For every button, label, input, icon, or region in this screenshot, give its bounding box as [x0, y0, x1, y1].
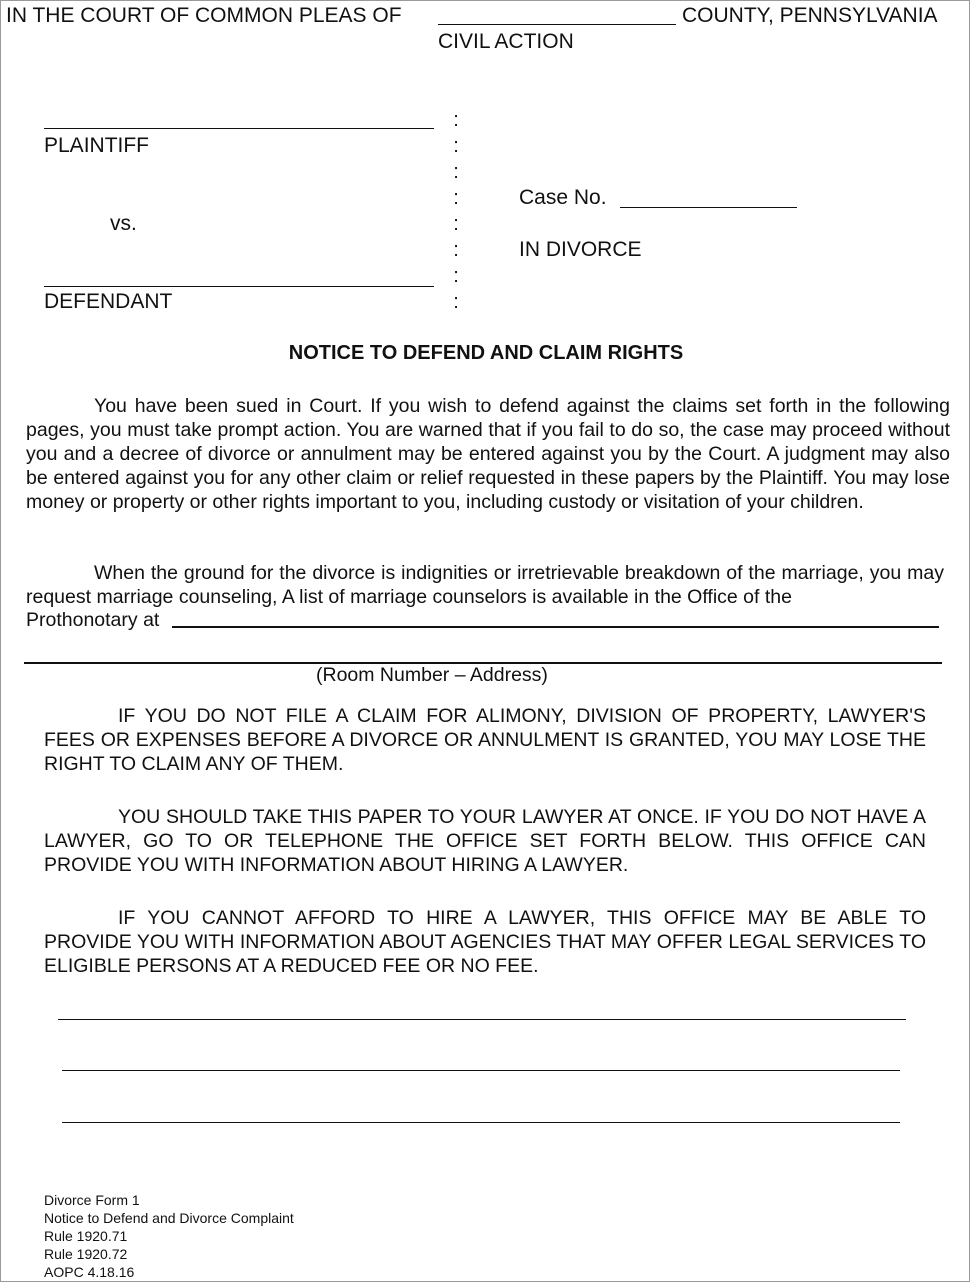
caption-colon: :: [453, 213, 459, 235]
in-divorce-label: IN DIVORCE: [519, 238, 642, 261]
county-blank-line[interactable]: [438, 24, 676, 25]
office-info-line[interactable]: [62, 1122, 900, 1123]
civil-action-heading: CIVIL ACTION: [438, 30, 574, 53]
footer-form-description: Notice to Defend and Divorce Complaint: [44, 1210, 294, 1226]
footer-rule-2: Rule 1920.72: [44, 1246, 128, 1262]
notice-paragraph-3-text: IF YOU DO NOT FILE A CLAIM FOR ALIMONY, DIVISION OF PROPERTY, LAWYER'S FEES OR EXPENSES BEFORE A DIVORCE OR ANNULMENT IS GRANTED, YOU MAY LOSE THE RIGHT TO CLAIM ANY OF THEM.: [44, 705, 926, 775]
footer-rule-1: Rule 1920.71: [44, 1228, 128, 1244]
caption-colon: :: [453, 135, 459, 157]
defendant-name-line[interactable]: [44, 286, 434, 287]
vs-label: vs.: [110, 212, 137, 235]
footer-form-name: Divorce Form 1: [44, 1192, 140, 1208]
caption-colon: :: [453, 291, 459, 313]
footer-aopc: AOPC 4.18.16: [44, 1264, 135, 1280]
caption-colon: :: [453, 265, 459, 287]
notice-paragraph-3: [44, 704, 926, 776]
court-heading-suffix: COUNTY, PENNSYLVANIA: [682, 4, 938, 27]
caption-colon: :: [453, 161, 459, 183]
caption-colon: :: [453, 239, 459, 261]
case-number-line[interactable]: [620, 207, 797, 208]
notice-paragraph-1-text: You have been sued in Court. If you wish to defend against the claims set forth in the following pages, you must take prompt action. You are warned that if you fail to do so, the case may proceed without you and a decree of divorce or annulment may be entered against you by the Court. A judgment may also be entered against you for any other claim or relief requested in these papers by the Plaintiff. You may lose money or property or other rights important to you, including custody or visitation of your children.: [26, 395, 950, 513]
court-heading-prefix: IN THE COURT OF COMMON PLEAS OF: [6, 4, 402, 27]
notice-paragraph-2-text: When the ground for the divorce is indignities or irretrievable breakdown of the marriage, you may request marriage counseling, A list of marriage counselors is available in the Office of the: [26, 562, 944, 608]
notice-paragraph-5: [44, 906, 926, 978]
notice-paragraph-4-text: YOU SHOULD TAKE THIS PAPER TO YOUR LAWYER AT ONCE. IF YOU DO NOT HAVE A LAWYER, GO TO OR TELEPHONE THE OFFICE SET FORTH BELOW. THIS OFFICE CAN PROVIDE YOU WITH INFORMATION ABOUT HIRING A LAWYER.: [44, 806, 926, 876]
caption-colon: :: [453, 187, 459, 209]
notice-paragraph-4: [44, 805, 926, 877]
plaintiff-name-line[interactable]: [44, 128, 434, 129]
notice-paragraph-5-text: IF YOU CANNOT AFFORD TO HIRE A LAWYER, THIS OFFICE MAY BE ABLE TO PROVIDE YOU WITH INFORMATION ABOUT AGENCIES THAT MAY OFFER LEGAL SERVICES TO ELIGIBLE PERSONS AT A REDUCED FEE OR NO FEE.: [44, 907, 926, 977]
prothonotary-address-line[interactable]: [172, 626, 939, 628]
office-info-line[interactable]: [62, 1070, 900, 1071]
plaintiff-label: PLAINTIFF: [44, 134, 150, 157]
prothonotary-label: Prothonotary at: [26, 609, 160, 631]
notice-paragraph-2: [26, 561, 944, 609]
office-info-line[interactable]: [58, 1019, 906, 1020]
notice-title: NOTICE TO DEFEND AND CLAIM RIGHTS: [288, 342, 684, 364]
caption-colon: :: [453, 109, 459, 131]
room-address-label: (Room Number – Address): [316, 664, 548, 686]
notice-paragraph-1: [26, 394, 950, 514]
case-number-label: Case No.: [519, 186, 607, 209]
defendant-label: DEFENDANT: [44, 290, 173, 313]
